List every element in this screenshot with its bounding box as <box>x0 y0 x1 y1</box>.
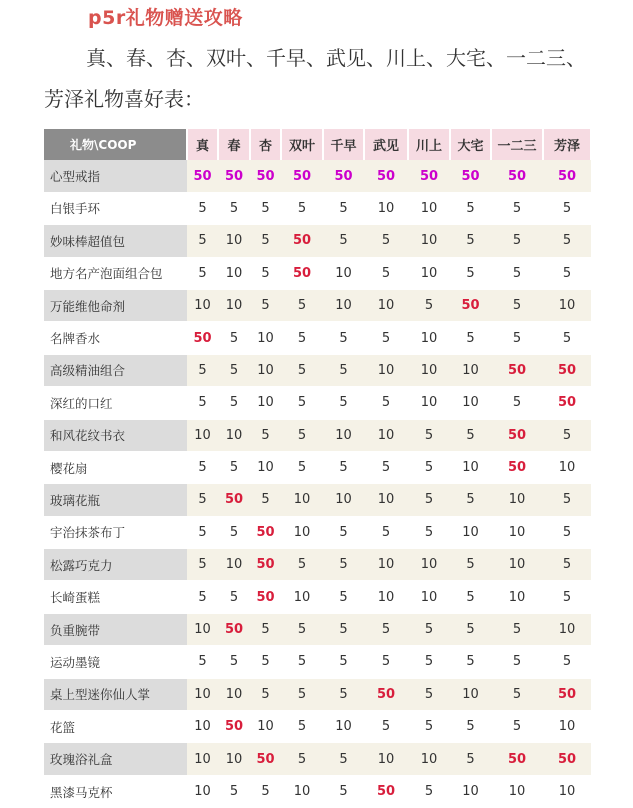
affinity-value-cell: 5 <box>323 581 364 613</box>
affinity-value-cell: 5 <box>187 192 218 224</box>
affinity-value-cell: 5 <box>218 775 250 807</box>
affinity-value-cell: 50 <box>218 484 250 516</box>
affinity-value-cell: 10 <box>491 516 543 548</box>
affinity-value-cell: 50 <box>491 743 543 775</box>
column-header: 千早 <box>323 129 364 160</box>
affinity-value-cell: 10 <box>187 678 218 710</box>
affinity-value-cell: 5 <box>323 225 364 257</box>
affinity-value-cell: 50 <box>543 678 591 710</box>
affinity-value-cell: 5 <box>543 516 591 548</box>
affinity-value-cell: 10 <box>323 289 364 321</box>
affinity-value-cell: 10 <box>408 322 450 354</box>
affinity-value-cell: 50 <box>281 257 323 289</box>
gift-name-cell: 玫瑰浴礼盒 <box>44 743 187 775</box>
affinity-value-cell: 50 <box>218 613 250 645</box>
affinity-value-cell: 5 <box>491 678 543 710</box>
affinity-value-cell: 5 <box>187 549 218 581</box>
gift-name-cell: 妙味棒超值包 <box>44 225 187 257</box>
affinity-value-cell: 5 <box>281 646 323 678</box>
affinity-value-cell: 5 <box>250 257 281 289</box>
affinity-value-cell: 10 <box>450 451 491 483</box>
affinity-value-cell: 10 <box>187 711 218 743</box>
affinity-value-cell: 5 <box>281 387 323 419</box>
affinity-value-cell: 10 <box>218 257 250 289</box>
affinity-value-cell: 5 <box>450 484 491 516</box>
affinity-value-cell: 5 <box>364 516 408 548</box>
affinity-value-cell: 50 <box>364 775 408 807</box>
affinity-value-cell: 10 <box>543 775 591 807</box>
affinity-value-cell: 5 <box>450 419 491 451</box>
affinity-value-cell: 5 <box>323 322 364 354</box>
affinity-value-cell: 5 <box>408 613 450 645</box>
affinity-value-cell: 5 <box>408 289 450 321</box>
affinity-value-cell: 50 <box>450 160 491 192</box>
affinity-value-cell: 10 <box>491 484 543 516</box>
affinity-value-cell: 10 <box>450 678 491 710</box>
affinity-value-cell: 10 <box>281 516 323 548</box>
affinity-value-cell: 5 <box>187 581 218 613</box>
table-row <box>44 646 591 678</box>
gift-name-cell: 深红的口红 <box>44 387 187 419</box>
affinity-value-cell: 5 <box>218 646 250 678</box>
table-row <box>44 419 591 451</box>
gift-name-cell: 负重腕带 <box>44 613 187 645</box>
affinity-value-cell: 10 <box>250 711 281 743</box>
gift-name-cell: 运动墨镜 <box>44 646 187 678</box>
affinity-value-cell: 10 <box>218 289 250 321</box>
affinity-value-cell: 5 <box>450 711 491 743</box>
affinity-value-cell: 5 <box>543 646 591 678</box>
affinity-value-cell: 5 <box>250 419 281 451</box>
affinity-value-cell: 5 <box>543 419 591 451</box>
affinity-value-cell: 10 <box>250 451 281 483</box>
table-row <box>44 451 591 483</box>
affinity-value-cell: 5 <box>408 775 450 807</box>
affinity-value-cell: 5 <box>187 484 218 516</box>
affinity-value-cell: 10 <box>187 419 218 451</box>
affinity-value-cell: 5 <box>323 678 364 710</box>
affinity-value-cell: 10 <box>543 613 591 645</box>
affinity-value-cell: 10 <box>323 484 364 516</box>
affinity-value-cell: 50 <box>543 354 591 386</box>
gift-name-cell: 花篮 <box>44 711 187 743</box>
column-header: 杏 <box>250 129 281 160</box>
affinity-value-cell: 5 <box>187 646 218 678</box>
affinity-value-cell: 5 <box>218 192 250 224</box>
affinity-value-cell: 5 <box>543 192 591 224</box>
affinity-value-cell: 10 <box>250 322 281 354</box>
affinity-value-cell: 5 <box>281 613 323 645</box>
affinity-value-cell: 5 <box>543 257 591 289</box>
table-row <box>44 354 591 386</box>
gift-name-cell: 心型戒指 <box>44 160 187 192</box>
affinity-value-cell: 50 <box>543 387 591 419</box>
affinity-value-cell: 50 <box>281 225 323 257</box>
affinity-value-cell: 5 <box>491 289 543 321</box>
affinity-value-cell: 5 <box>281 549 323 581</box>
affinity-value-cell: 50 <box>364 678 408 710</box>
affinity-value-cell: 5 <box>250 225 281 257</box>
affinity-value-cell: 5 <box>323 743 364 775</box>
affinity-value-cell: 10 <box>543 711 591 743</box>
affinity-value-cell: 10 <box>364 484 408 516</box>
affinity-value-cell: 5 <box>218 387 250 419</box>
affinity-value-cell: 10 <box>323 711 364 743</box>
table-body <box>44 160 591 807</box>
gift-name-cell: 名牌香水 <box>44 322 187 354</box>
affinity-value-cell: 10 <box>250 387 281 419</box>
affinity-value-cell: 50 <box>323 160 364 192</box>
column-header: 双叶 <box>281 129 323 160</box>
affinity-value-cell: 5 <box>323 613 364 645</box>
gift-preference-table <box>44 129 592 808</box>
affinity-value-cell: 5 <box>323 387 364 419</box>
page-title: p5r礼物赠送攻略 <box>88 7 243 29</box>
affinity-value-cell: 10 <box>450 775 491 807</box>
affinity-value-cell: 5 <box>250 775 281 807</box>
table-row <box>44 225 591 257</box>
affinity-value-cell: 50 <box>250 581 281 613</box>
affinity-value-cell: 5 <box>450 322 491 354</box>
affinity-value-cell: 5 <box>323 646 364 678</box>
affinity-value-cell: 10 <box>543 289 591 321</box>
affinity-value-cell: 5 <box>323 192 364 224</box>
affinity-value-cell: 5 <box>250 678 281 710</box>
affinity-value-cell: 50 <box>543 160 591 192</box>
table-header-row <box>44 129 591 160</box>
affinity-value-cell: 50 <box>543 743 591 775</box>
affinity-value-cell: 50 <box>281 160 323 192</box>
table-row <box>44 581 591 613</box>
affinity-value-cell: 5 <box>218 322 250 354</box>
affinity-value-cell: 5 <box>281 419 323 451</box>
affinity-value-cell: 5 <box>187 354 218 386</box>
affinity-value-cell: 5 <box>408 419 450 451</box>
table-row <box>44 289 591 321</box>
affinity-value-cell: 5 <box>491 387 543 419</box>
gift-name-cell: 宇治抹茶布丁 <box>44 516 187 548</box>
affinity-value-cell: 5 <box>364 711 408 743</box>
affinity-value-cell: 5 <box>250 484 281 516</box>
affinity-value-cell: 10 <box>218 549 250 581</box>
affinity-value-cell: 10 <box>491 549 543 581</box>
table-row <box>44 192 591 224</box>
affinity-value-cell: 10 <box>364 549 408 581</box>
affinity-value-cell: 10 <box>281 484 323 516</box>
affinity-value-cell: 5 <box>281 678 323 710</box>
affinity-value-cell: 5 <box>250 192 281 224</box>
affinity-value-cell: 5 <box>450 192 491 224</box>
affinity-value-cell: 10 <box>364 354 408 386</box>
gift-name-cell: 松露巧克力 <box>44 549 187 581</box>
affinity-value-cell: 10 <box>364 419 408 451</box>
affinity-value-cell: 10 <box>364 289 408 321</box>
affinity-value-cell: 5 <box>364 322 408 354</box>
affinity-value-cell: 5 <box>408 484 450 516</box>
table-row <box>44 257 591 289</box>
affinity-value-cell: 5 <box>543 225 591 257</box>
gift-name-cell: 玻璃花瓶 <box>44 484 187 516</box>
affinity-value-cell: 5 <box>408 516 450 548</box>
affinity-value-cell: 50 <box>450 289 491 321</box>
gift-name-cell: 和风花纹书衣 <box>44 419 187 451</box>
table-row <box>44 775 591 807</box>
affinity-value-cell: 10 <box>450 387 491 419</box>
table-row <box>44 743 591 775</box>
affinity-value-cell: 10 <box>491 775 543 807</box>
affinity-value-cell: 5 <box>408 646 450 678</box>
table-row <box>44 711 591 743</box>
gift-name-cell: 白银手环 <box>44 192 187 224</box>
affinity-value-cell: 10 <box>187 775 218 807</box>
affinity-value-cell: 5 <box>491 257 543 289</box>
affinity-value-cell: 5 <box>450 581 491 613</box>
affinity-value-cell: 5 <box>364 613 408 645</box>
affinity-value-cell: 5 <box>281 354 323 386</box>
affinity-value-cell: 5 <box>408 451 450 483</box>
affinity-value-cell: 5 <box>187 516 218 548</box>
affinity-value-cell: 5 <box>281 192 323 224</box>
affinity-value-cell: 10 <box>323 419 364 451</box>
affinity-value-cell: 10 <box>408 354 450 386</box>
affinity-value-cell: 10 <box>218 743 250 775</box>
affinity-value-cell: 5 <box>450 646 491 678</box>
affinity-value-cell: 5 <box>450 743 491 775</box>
affinity-value-cell: 50 <box>187 160 218 192</box>
affinity-value-cell: 5 <box>543 484 591 516</box>
table-row <box>44 322 591 354</box>
affinity-value-cell: 10 <box>281 581 323 613</box>
affinity-value-cell: 5 <box>323 775 364 807</box>
affinity-value-cell: 5 <box>491 711 543 743</box>
affinity-value-cell: 5 <box>543 581 591 613</box>
affinity-value-cell: 5 <box>364 257 408 289</box>
affinity-value-cell: 50 <box>364 160 408 192</box>
affinity-value-cell: 50 <box>250 160 281 192</box>
affinity-value-cell: 5 <box>281 289 323 321</box>
affinity-value-cell: 5 <box>364 646 408 678</box>
affinity-value-cell: 5 <box>364 451 408 483</box>
affinity-value-cell: 5 <box>187 225 218 257</box>
column-header: 芳泽 <box>543 129 591 160</box>
affinity-value-cell: 10 <box>364 581 408 613</box>
affinity-value-cell: 10 <box>491 581 543 613</box>
affinity-value-cell: 5 <box>281 451 323 483</box>
affinity-value-cell: 10 <box>364 192 408 224</box>
table-corner-header: 礼物\COOP <box>44 129 187 160</box>
affinity-value-cell: 10 <box>408 257 450 289</box>
affinity-value-cell: 5 <box>364 387 408 419</box>
affinity-value-cell: 10 <box>543 451 591 483</box>
affinity-value-cell: 10 <box>218 225 250 257</box>
column-header: 川上 <box>408 129 450 160</box>
affinity-value-cell: 10 <box>323 257 364 289</box>
gift-name-cell: 万能维他命剂 <box>44 289 187 321</box>
affinity-value-cell: 5 <box>218 451 250 483</box>
affinity-value-cell: 50 <box>491 451 543 483</box>
affinity-value-cell: 5 <box>543 322 591 354</box>
table-row <box>44 678 591 710</box>
table-row <box>44 613 591 645</box>
affinity-value-cell: 10 <box>408 549 450 581</box>
column-header: 真 <box>187 129 218 160</box>
affinity-value-cell: 50 <box>491 160 543 192</box>
affinity-value-cell: 5 <box>323 354 364 386</box>
affinity-value-cell: 10 <box>408 225 450 257</box>
affinity-value-cell: 5 <box>450 257 491 289</box>
table-row <box>44 516 591 548</box>
affinity-value-cell: 5 <box>323 516 364 548</box>
affinity-value-cell: 50 <box>491 354 543 386</box>
affinity-value-cell: 10 <box>364 743 408 775</box>
affinity-value-cell: 5 <box>450 613 491 645</box>
affinity-value-cell: 10 <box>408 743 450 775</box>
affinity-value-cell: 10 <box>408 387 450 419</box>
gift-name-cell: 黑漆马克杯 <box>44 775 187 807</box>
affinity-value-cell: 5 <box>450 225 491 257</box>
affinity-value-cell: 10 <box>408 581 450 613</box>
affinity-value-cell: 5 <box>408 711 450 743</box>
gift-name-cell: 高级精油组合 <box>44 354 187 386</box>
affinity-value-cell: 10 <box>408 192 450 224</box>
affinity-value-cell: 10 <box>187 289 218 321</box>
table-row <box>44 160 591 192</box>
affinity-value-cell: 5 <box>187 387 218 419</box>
table-row <box>44 484 591 516</box>
affinity-value-cell: 5 <box>281 711 323 743</box>
affinity-value-cell: 5 <box>323 451 364 483</box>
affinity-value-cell: 50 <box>250 743 281 775</box>
affinity-value-cell: 50 <box>218 711 250 743</box>
affinity-value-cell: 5 <box>187 451 218 483</box>
affinity-value-cell: 5 <box>491 225 543 257</box>
affinity-value-cell: 5 <box>491 613 543 645</box>
affinity-value-cell: 5 <box>187 257 218 289</box>
affinity-value-cell: 10 <box>187 613 218 645</box>
affinity-value-cell: 50 <box>187 322 218 354</box>
column-header: 一二三 <box>491 129 543 160</box>
affinity-value-cell: 50 <box>218 160 250 192</box>
intro-text: 真、春、杏、双叶、千早、武见、川上、大宅、一二三、芳泽礼物喜好表： <box>44 46 586 111</box>
affinity-value-cell: 5 <box>281 322 323 354</box>
column-header: 武见 <box>364 129 408 160</box>
affinity-value-cell: 50 <box>250 549 281 581</box>
affinity-value-cell: 5 <box>250 289 281 321</box>
affinity-value-cell: 5 <box>250 613 281 645</box>
affinity-value-cell: 5 <box>543 549 591 581</box>
gift-name-cell: 地方名产泡面组合包 <box>44 257 187 289</box>
affinity-value-cell: 5 <box>491 646 543 678</box>
affinity-value-cell: 10 <box>450 516 491 548</box>
affinity-value-cell: 10 <box>250 354 281 386</box>
affinity-value-cell: 5 <box>491 322 543 354</box>
gift-name-cell: 桌上型迷你仙人掌 <box>44 678 187 710</box>
affinity-value-cell: 5 <box>218 581 250 613</box>
affinity-value-cell: 10 <box>281 775 323 807</box>
affinity-value-cell: 10 <box>218 678 250 710</box>
affinity-value-cell: 5 <box>364 225 408 257</box>
affinity-value-cell: 5 <box>218 516 250 548</box>
affinity-value-cell: 5 <box>218 354 250 386</box>
affinity-value-cell: 5 <box>250 646 281 678</box>
affinity-value-cell: 50 <box>491 419 543 451</box>
affinity-value-cell: 50 <box>408 160 450 192</box>
table-row <box>44 549 591 581</box>
gift-name-cell: 长崎蛋糕 <box>44 581 187 613</box>
affinity-value-cell: 10 <box>450 354 491 386</box>
affinity-value-cell: 50 <box>250 516 281 548</box>
column-header: 大宅 <box>450 129 491 160</box>
affinity-value-cell: 10 <box>187 743 218 775</box>
gift-name-cell: 樱花扇 <box>44 451 187 483</box>
affinity-value-cell: 5 <box>408 678 450 710</box>
affinity-value-cell: 5 <box>323 549 364 581</box>
affinity-value-cell: 5 <box>491 192 543 224</box>
table-row <box>44 387 591 419</box>
affinity-value-cell: 5 <box>281 743 323 775</box>
affinity-value-cell: 10 <box>218 419 250 451</box>
affinity-value-cell: 5 <box>450 549 491 581</box>
column-header: 春 <box>218 129 250 160</box>
